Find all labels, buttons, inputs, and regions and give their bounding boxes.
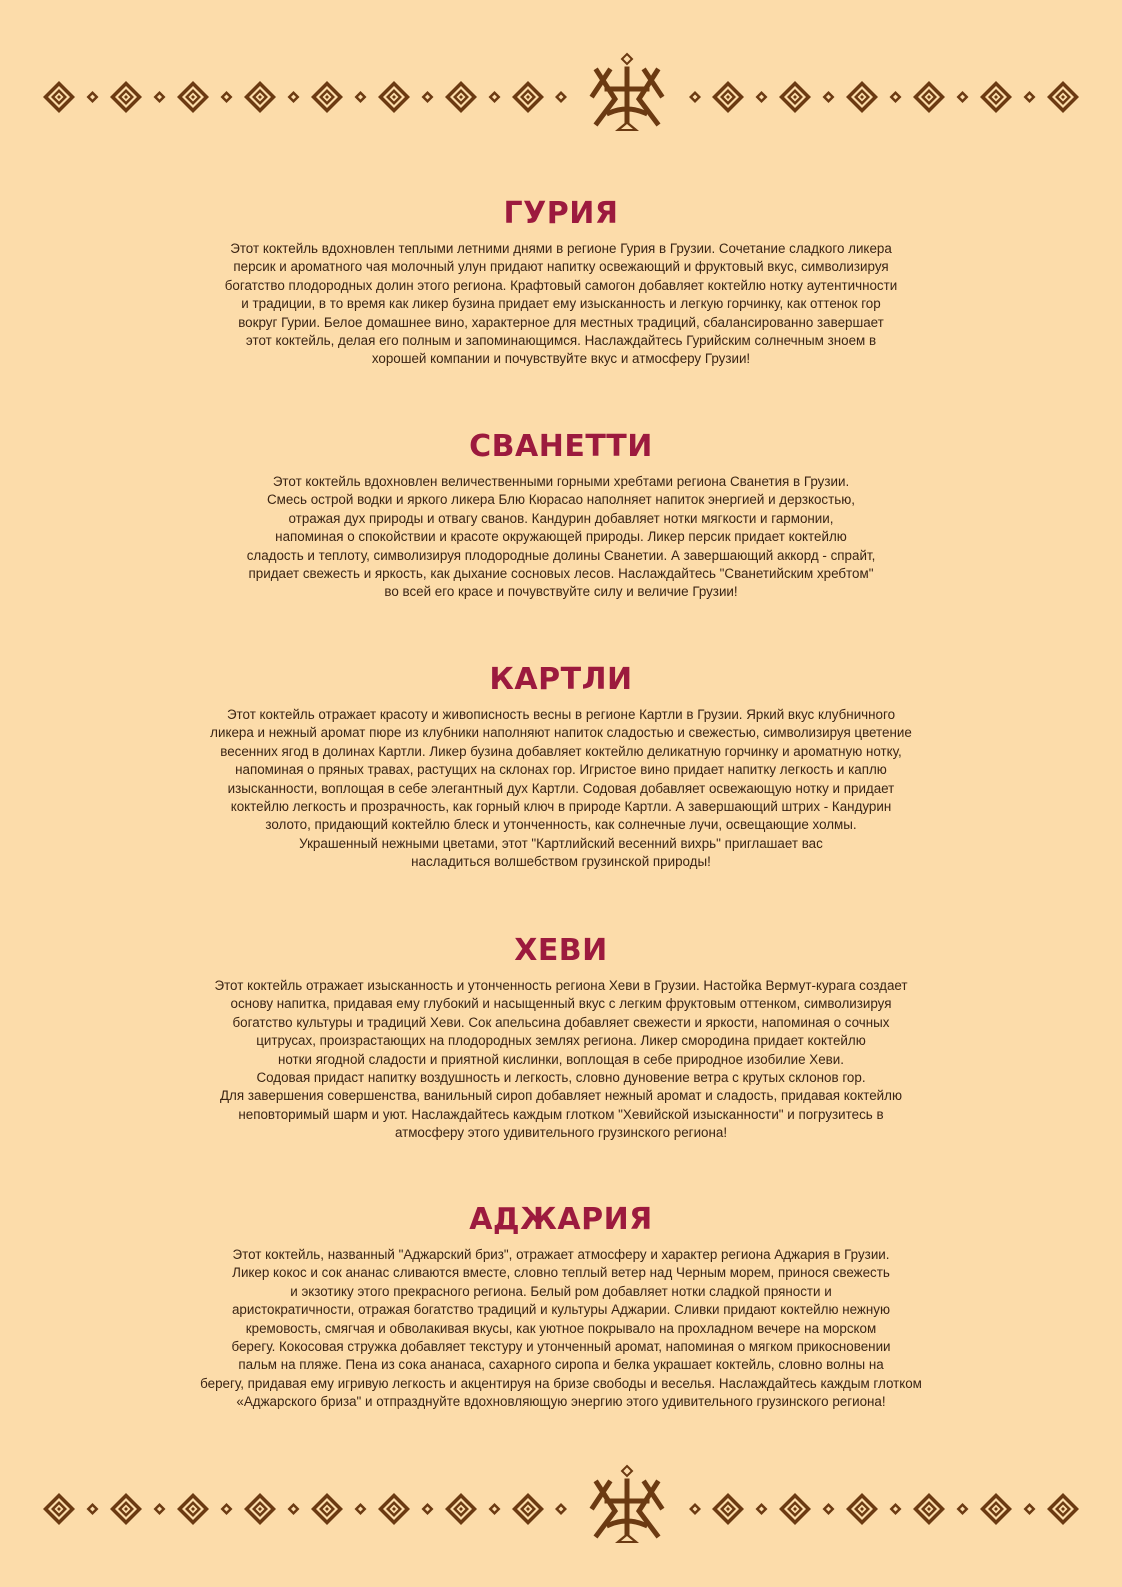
diamond-ornament-icon: [445, 1493, 477, 1525]
section-title: ХЕВИ: [514, 933, 608, 968]
small-diamond-icon: [221, 1503, 233, 1515]
section-khevi: [0, 933, 1122, 1143]
emblem-icon: [593, 1466, 661, 1543]
ornament-border-top-svg: [0, 52, 1122, 142]
small-diamond-icon: [154, 91, 166, 103]
ornament-border-top: [0, 52, 1122, 142]
diamond-ornament-icon: [311, 81, 343, 113]
small-diamond-icon: [1024, 91, 1036, 103]
diamond-ornament-icon: [378, 81, 410, 113]
diamond-ornament-icon: [110, 81, 142, 113]
small-diamond-icon: [555, 1503, 567, 1515]
ornament-pattern: [43, 81, 1079, 113]
small-diamond-icon: [355, 91, 367, 103]
diamond-ornament-icon: [378, 1493, 410, 1525]
section-title: ГУРИЯ: [503, 196, 619, 231]
small-diamond-icon: [756, 1503, 768, 1515]
diamond-ornament-icon: [980, 1493, 1012, 1525]
diamond-ornament-icon: [712, 1493, 744, 1525]
section-title: КАРТЛИ: [489, 662, 633, 697]
section-guria: [0, 196, 1122, 369]
diamond-ornament-icon: [913, 81, 945, 113]
small-diamond-icon: [489, 1503, 501, 1515]
section-description: Этот коктейль вдохновлен теплыми летними днями в регионе Гурия в Грузии. Сочетание сладкого ликера персик и ароматного чая молочный улун придают напитку освежающий и фруктовый вкус, символизируя богатство плодородных долин этого региона. Крафтовый самогон добавляет коктейлю нотку аутентичности и традиции, в то время как ликер бузина придает ему изысканность и легкую горчинку, как оттенок гор вокруг Гурии. Белое домашнее вино, характерное для местных традиций, сбалансированно завершает этот коктейль, делая его полным и запоминающимся. Наслаждайтесь Гурийским солнечным зноем в хорошей компании и почувствуйте вкус и атмосферу Грузии!: [224, 241, 898, 367]
small-diamond-icon: [288, 91, 300, 103]
diamond-ornament-icon: [846, 81, 878, 113]
small-diamond-icon: [957, 1503, 969, 1515]
small-diamond-icon: [555, 91, 567, 103]
ornament-border-bottom-svg: [0, 1464, 1122, 1554]
ornament-pattern: [43, 1493, 1079, 1525]
diamond-ornament-icon: [712, 81, 744, 113]
diamond-ornament-icon: [177, 81, 209, 113]
diamond-ornament-icon: [779, 81, 811, 113]
small-diamond-icon: [957, 91, 969, 103]
small-diamond-icon: [489, 91, 501, 103]
small-diamond-icon: [689, 91, 701, 103]
section-description: Этот коктейль, названный "Аджарский бриз", отражает атмосферу и характер региона Аджария в Грузии. Ликер кокос и сок ананас сливаются вместе, словно теплый ветер над Черным морем, принося свежесть и экзотику этого прекрасного региона. Белый ром добавляет нотки сладкой пряности и аристократичности, отражая богатство традиций и культуры Аджарии. Сливки придают коктейлю нежную кремовость, смягчая и обволакивая вкусы, как уютное покрывало на прохладном вечере на морском берегу. Кокосовая стружка добавляет текстуру и утонченный аромат, напоминая о мягком прикосновении пальм на пляже. Пена из сока ананаса, сахарного сиропа и белка украшает коктейль, словно волны на берегу, придавая ему игривую легкость и акцентируя на бризе свободы и веселья. Наслаждайтесь каждым глотком «Аджарского бриза" и отпразднуйте вдохновляющую энергию этого удивительного грузинского региона!: [200, 1247, 922, 1410]
small-diamond-icon: [422, 91, 434, 103]
diamond-ornament-icon: [1047, 81, 1079, 113]
diamond-ornament-icon: [846, 1493, 878, 1525]
small-diamond-icon: [823, 1503, 835, 1515]
diamond-ornament-icon: [43, 1493, 75, 1525]
section-description: Этот коктейль вдохновлен величественными горными хребтами региона Сванетия в Грузии. Смесь острой водки и яркого ликера Блю Кюрасао наполняет напиток энергией и дерзкостью, отражая дух природы и отвагу сванов. Кандурин добавляет нотки мягкости и гармонии, напоминая о спокойствии и красоте окружающей природы. Ликер персик придает коктейлю сладость и теплоту, символизируя плодородные долины Сванетии. А завершающий аккорд - спрайт, придает свежесть и яркость, как дыхание сосновых лесов. Наслаждайтесь "Сванетийским хребтом" во всей его красе и почувствуйте силу и величие Грузии!: [246, 474, 876, 600]
diamond-ornament-icon: [913, 1493, 945, 1525]
small-diamond-icon: [87, 1503, 99, 1515]
section-svanetti: [0, 429, 1122, 602]
diamond-ornament-icon: [445, 81, 477, 113]
small-diamond-icon: [756, 91, 768, 103]
small-diamond-icon: [1024, 1503, 1036, 1515]
small-diamond-icon: [221, 91, 233, 103]
section-adjara: [0, 1202, 1122, 1412]
section-kartli: [0, 662, 1122, 872]
diamond-ornament-icon: [43, 81, 75, 113]
small-diamond-icon: [154, 1503, 166, 1515]
emblem-icon: [593, 54, 661, 131]
section-title: СВАНЕТТИ: [469, 429, 653, 464]
diamond-ornament-icon: [512, 81, 544, 113]
section-description: Этот коктейль отражает красоту и живописность весны в регионе Картли в Грузии. Яркий вкус клубничного ликера и нежный аромат пюре из клубники наполняют напиток сладостью и свежестью, символизируя цветение весенних ягод в долинах Картли. Ликер бузина добавляет коктейлю деликатную горчинку и ароматную нотку, напоминая о пряных травах, растущих на склонах гор. Игристое вино придает напитку легкость и каплю изысканности, воплощая в себе элегантный дух Картли. Содовая добавляет освежающую нотку и придает коктейлю легкость и прозрачность, как горный ключ в природе Картли. А завершающий штрих - Кандурин золото, придающий коктейлю блеск и утонченность, как солнечные лучи, освещающие холмы. Украшенный нежными цветами, этот "Картлийский весенний вихрь" приглашает вас насладиться волшебством грузинской природы!: [210, 707, 912, 870]
section-title: АДЖАРИЯ: [469, 1202, 653, 1237]
small-diamond-icon: [890, 91, 902, 103]
diamond-ornament-icon: [244, 1493, 276, 1525]
ornament-border-bottom: [0, 1464, 1122, 1554]
small-diamond-icon: [689, 1503, 701, 1515]
diamond-ornament-icon: [980, 81, 1012, 113]
diamond-ornament-icon: [779, 1493, 811, 1525]
small-diamond-icon: [890, 1503, 902, 1515]
small-diamond-icon: [87, 91, 99, 103]
diamond-ornament-icon: [311, 1493, 343, 1525]
small-diamond-icon: [823, 91, 835, 103]
small-diamond-icon: [422, 1503, 434, 1515]
diamond-ornament-icon: [512, 1493, 544, 1525]
section-description: Этот коктейль отражает изысканность и утонченность региона Хеви в Грузии. Настойка Вермут-курага создает основу напитка, придавая ему глубокий и насыщенный вкус с легким фруктовым оттенком, символизируя богатство культуры и традиций Хеви. Сок апельсина добавляет свежести и яркости, напоминая о сочных цитрусах, произрастающих на плодородных землях региона. Ликер смородина придает коктейлю нотки ягодной сладости и приятной кислинки, воплощая в себе природное изобилие Хеви. Содовая придаст напитку воздушность и легкость, словно дуновение ветра с крутых склонов гор. Для завершения совершенства, ванильный сироп добавляет нежный аромат и сладость, придавая коктейлю неповторимый шарм и уют. Наслаждайтесь каждым глотком "Хевийской изысканности" и погрузитесь в атмосферу этого удивительного грузинского региона!: [214, 978, 908, 1141]
diamond-ornament-icon: [177, 1493, 209, 1525]
diamond-ornament-icon: [244, 81, 276, 113]
small-diamond-icon: [355, 1503, 367, 1515]
diamond-ornament-icon: [1047, 1493, 1079, 1525]
small-diamond-icon: [288, 1503, 300, 1515]
diamond-ornament-icon: [110, 1493, 142, 1525]
